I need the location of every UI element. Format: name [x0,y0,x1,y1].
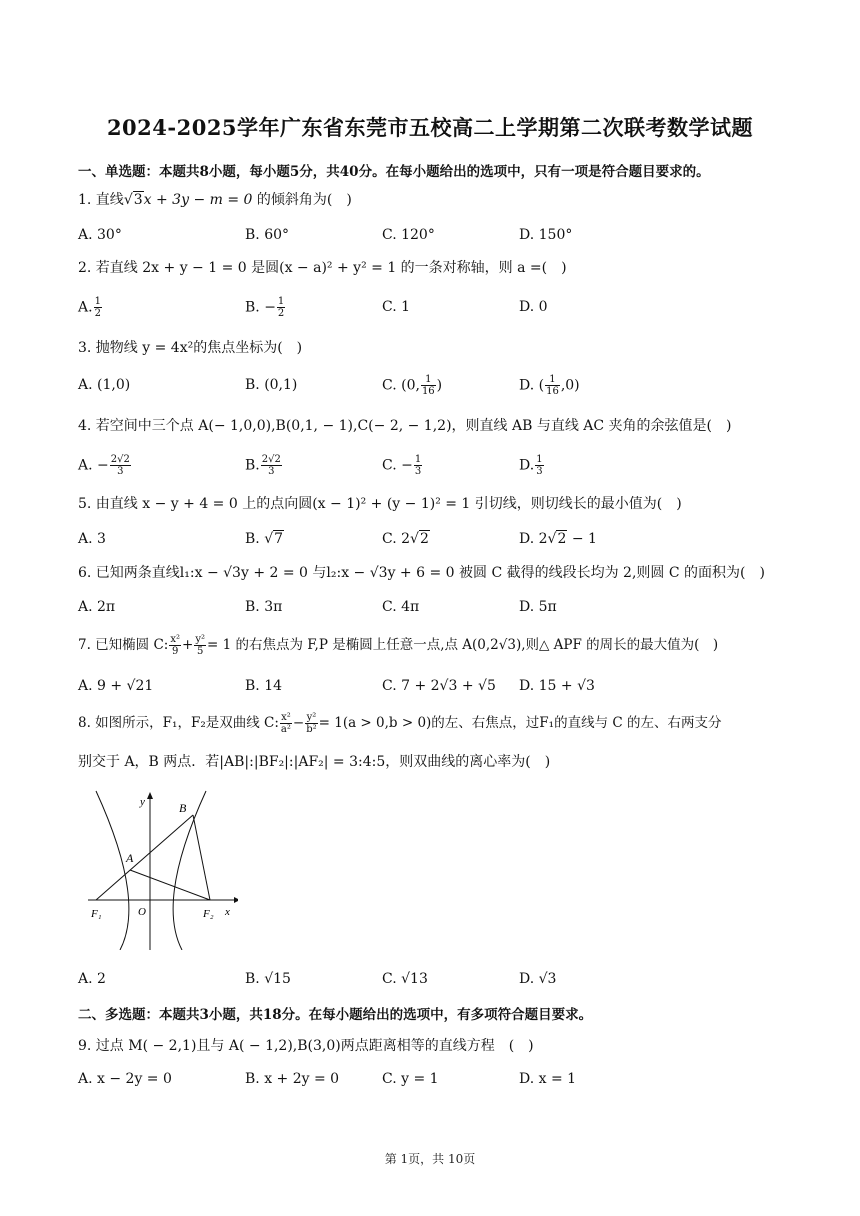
option-b: B. − $\frac{1}{2}$ [245,296,285,319]
question-6-options [78,596,798,620]
line-a-f2 [130,870,210,900]
label-f1: F₁ [91,908,102,920]
left-branch [96,791,129,950]
question-8: 8. 如图所示，F₁，F₂是双曲线 C: $\frac{\text{x²}}{\text{a²}}$ − $\frac{\text{y²}}{\text{b²}}$ = 1(a > 0,b > 0)的左、右焦点，过F₁的直线与 C 的左、右两支分 [78,712,722,735]
option-c: C. (0, $\frac{1}{16}$ ) [382,374,443,397]
option-c: C. − $\frac{1}{3}$ [382,454,422,477]
option-d: D. x = 1 [519,1071,577,1087]
label-y: y [140,796,145,808]
question-8-options [78,968,798,992]
question-4: 4. 若空间中三个点 A(− 1,0,0),B(0,1, − 1),C(− 2, − 1,2)，则直线 AB 与直线 AC 夹角的余弦值是( ) [78,418,732,434]
y-axis-arrow [147,792,153,799]
question-9-options [78,1068,798,1092]
label-origin: O [138,906,146,918]
question-2-options [78,296,798,320]
question-7: 7. 已知椭圆 C: $\frac{\text{x²}}{9}$ + $\frac{\text{y²}}{5}$ = 1 的右焦点为 F,P 是椭圆上任意一点,点 A(0,2√3),则△ APF 的周长的最大值为( ) [78,634,719,657]
option-a: A. 2 [78,971,106,987]
option-c: C. 1 [382,299,411,315]
option-a: A. (1,0) [78,377,131,393]
option-d: D. ( $\frac{1}{16}$ ,0) [519,374,580,397]
option-d: D. 2√2 − 1 [519,531,597,547]
question-1-options [78,224,798,248]
option-c: C. √13 [382,971,428,987]
option-a: A. $\frac{1}{2}$ [78,296,101,319]
question-1-sqrt: √3 [123,192,143,208]
question-8-line2: 别交于 A，B 两点．若|AB|:|BF₂|:|AF₂| = 3:4:5，则双曲线的离心率为( ) [78,754,551,770]
question-7-options [78,675,798,699]
option-d: D. √3 [519,971,557,987]
question-2: 2. 若直线 2x + y − 1 = 0 是圆(x − a)² + y² = 1 的一条对称轴，则 a =( ) [78,260,567,276]
question-1-prefix: 1. 直线 [78,192,124,208]
question-9: 9. 过点 M( − 2,1)且与 A( − 1,2),B(3,0)两点距离相等的直线方程 ( ) [78,1038,534,1054]
label-a: A [126,851,134,865]
option-c: C. 4π [382,599,420,615]
question-5-options [78,528,798,552]
option-d: D. 5π [519,599,557,615]
option-d: D. $\frac{1}{3}$ [519,454,543,477]
question-4-options [78,454,798,478]
option-a: A. 2π [78,599,116,615]
x-axis-arrow [234,897,238,903]
option-b: B. x + 2y = 0 [245,1071,340,1087]
label-x: x [225,906,230,918]
question-3: 3. 抛物线 y = 4x²的焦点坐标为( ) [78,340,303,356]
page-footer: 第 1页，共 10页 [384,1152,476,1166]
option-b: B. √7 [245,531,284,547]
line-f1-b [96,815,193,900]
question-1 [78,190,798,210]
option-b: B. (0,1) [245,377,298,393]
option-b: B. 14 [245,678,283,694]
option-b: B. 3π [245,599,283,615]
question-6: 6. 已知两条直线l₁:x − √3y + 2 = 0 与l₂:x − √3y + 6 = 0 被圆 C 截得的线段长均为 2,则圆 C 的面积为( ) [78,565,765,581]
option-c: C. 120° [382,227,435,243]
page-title: 2024-2025学年广东省东莞市五校高二上学期第二次联考数学试题 [106,115,754,140]
hyperbola-figure [88,785,238,950]
option-b: B. $\frac{2√2}{3}$ [245,454,281,477]
question-1-expr: x + 3y − m = 0 [143,192,253,208]
option-c: C. 7 + 2√3 + √5 [382,678,496,694]
option-a: A. 3 [78,531,106,547]
option-a: A. 30° [78,227,122,243]
label-f2: F₂ [203,908,214,920]
question-1-suffix: 的倾斜角为( ) [252,192,352,208]
question-5: 5. 由直线 x − y + 4 = 0 上的点向圆(x − 1)² + (y − 1)² = 1 引切线，则切线长的最小值为( ) [78,496,682,512]
option-a: A. 9 + √21 [78,678,154,694]
option-b: B. 60° [245,227,290,243]
option-d: D. 0 [519,299,548,315]
option-a: A. x − 2y = 0 [78,1071,172,1087]
question-3-options [78,374,798,398]
label-b: B [179,801,187,815]
option-a: A. − $\frac{2√2}{3}$ [78,454,130,477]
section-single-choice-heading: 一、单选题：本题共8小题，每小题5分，共40分。在每小题给出的选项中，只有一项是符合题目要求的。 [78,164,710,180]
option-c: C. y = 1 [382,1071,439,1087]
line-b-f2 [193,815,210,900]
option-b: B. √15 [245,971,291,987]
section-multiple-choice-heading: 二、多选题：本题共3小题，共18分。在每小题给出的选项中，有多项符合题目要求。 [78,1007,593,1023]
option-d: D. 150° [519,227,573,243]
option-c: C. 2√2 [382,531,429,547]
option-d: D. 15 + √3 [519,678,595,694]
